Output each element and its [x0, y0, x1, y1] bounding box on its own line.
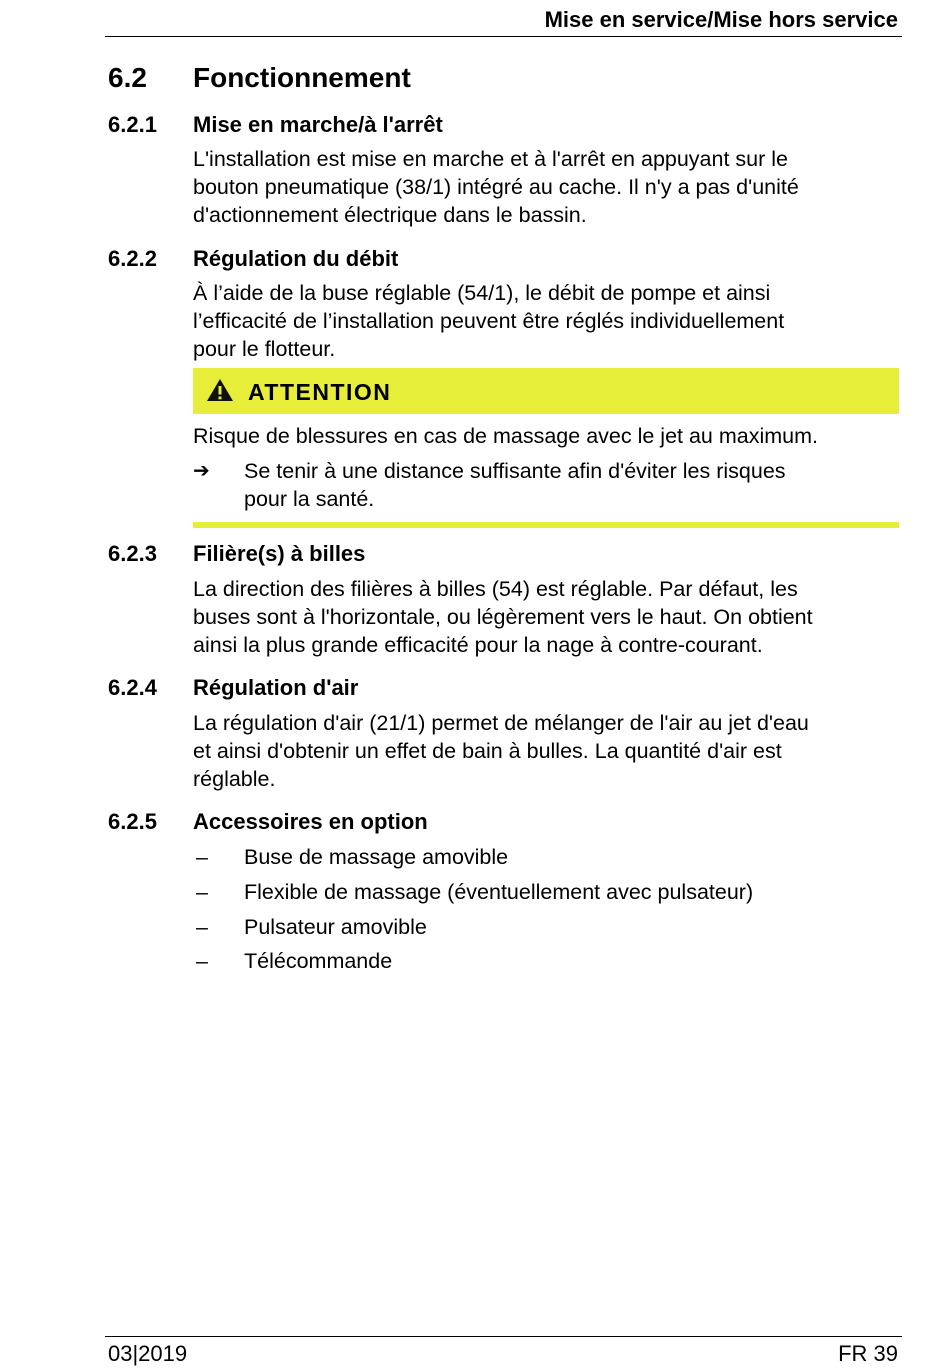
paragraph-line: buses sont à l'horizontale, ou légèrement vers le haut. On obtient — [193, 605, 813, 629]
subsection-number-6-2-1: 6.2.1 — [108, 112, 157, 137]
arrow-right-icon: ➔ — [193, 460, 210, 482]
section-title: Fonctionnement — [193, 62, 411, 93]
header-rule — [105, 36, 902, 37]
warning-action-line: pour la santé. — [244, 487, 375, 511]
subsection-number-6-2-2: 6.2.2 — [108, 246, 157, 271]
warning-action-line: Se tenir à une distance suffisante afin d'éviter les risques — [244, 459, 786, 483]
paragraph-line: et ainsi d'obtenir un effet de bain à bulles. La quantité d'air est — [193, 739, 782, 763]
subsection-title-6-2-3: Filière(s) à billes — [193, 541, 366, 566]
paragraph-line: La direction des filières à billes (54) est réglable. Par défaut, les — [193, 577, 798, 601]
paragraph-line: L'installation est mise en marche et à l'arrêt en appuyant sur le — [193, 147, 788, 171]
running-header: Mise en service/Mise hors service — [544, 7, 898, 32]
subsection-title-6-2-5: Accessoires en option — [193, 809, 428, 834]
warning-banner — [193, 368, 899, 414]
paragraph-6-2-2 — [193, 279, 893, 363]
list-bullet: – — [196, 845, 208, 869]
warning-footer-bar — [193, 522, 899, 528]
paragraph-6-2-3 — [193, 575, 893, 659]
subsection-number-6-2-4: 6.2.4 — [108, 675, 157, 700]
paragraph-6-2-1 — [193, 145, 893, 229]
section-number: 6.2 — [108, 62, 147, 93]
footer-date: 03|2019 — [108, 1341, 188, 1366]
subsection-number-6-2-5: 6.2.5 — [108, 809, 157, 834]
warning-label: ATTENTION — [248, 379, 392, 405]
paragraph-line: réglable. — [193, 767, 276, 791]
paragraph-line: l’efficacité de l’installation peuvent être réglés individuellement — [193, 309, 785, 333]
paragraph-line: bouton pneumatique (38/1) intégré au cache. Il n'y a pas d'unité — [193, 175, 799, 199]
footer-rule — [105, 1336, 902, 1337]
paragraph-line: d'actionnement électrique dans le bassin. — [193, 203, 587, 227]
list-bullet: – — [196, 880, 208, 904]
list-item: Pulsateur amovible — [244, 915, 427, 939]
paragraph-line: À l’aide de la buse réglable (54/1), le débit de pompe et ainsi — [193, 281, 771, 305]
warning-action — [244, 457, 786, 513]
paragraph-6-2-4 — [193, 709, 893, 793]
subsection-number-6-2-3: 6.2.3 — [108, 541, 157, 566]
warning-risk-text: Risque de blessures en cas de massage avec le jet au maximum. — [193, 424, 819, 448]
list-item: Flexible de massage (éventuellement avec pulsateur) — [244, 880, 754, 904]
list-bullet: – — [196, 915, 208, 939]
subsection-title-6-2-4: Régulation d'air — [193, 675, 359, 700]
paragraph-line: pour le flotteur. — [193, 337, 336, 361]
page-number: FR 39 — [838, 1341, 898, 1366]
paragraph-line: ainsi la plus grande efficacité pour la nage à contre-courant. — [193, 633, 763, 657]
subsection-title-6-2-2: Régulation du débit — [193, 246, 399, 271]
list-item: Buse de massage amovible — [244, 845, 509, 869]
paragraph-line: La régulation d'air (21/1) permet de mélanger de l'air au jet d'eau — [193, 711, 809, 735]
list-item: Télécommande — [244, 949, 393, 973]
warning-triangle-icon — [206, 378, 234, 407]
list-bullet: – — [196, 949, 208, 973]
subsection-title-6-2-1: Mise en marche/à l'arrêt — [193, 112, 443, 137]
